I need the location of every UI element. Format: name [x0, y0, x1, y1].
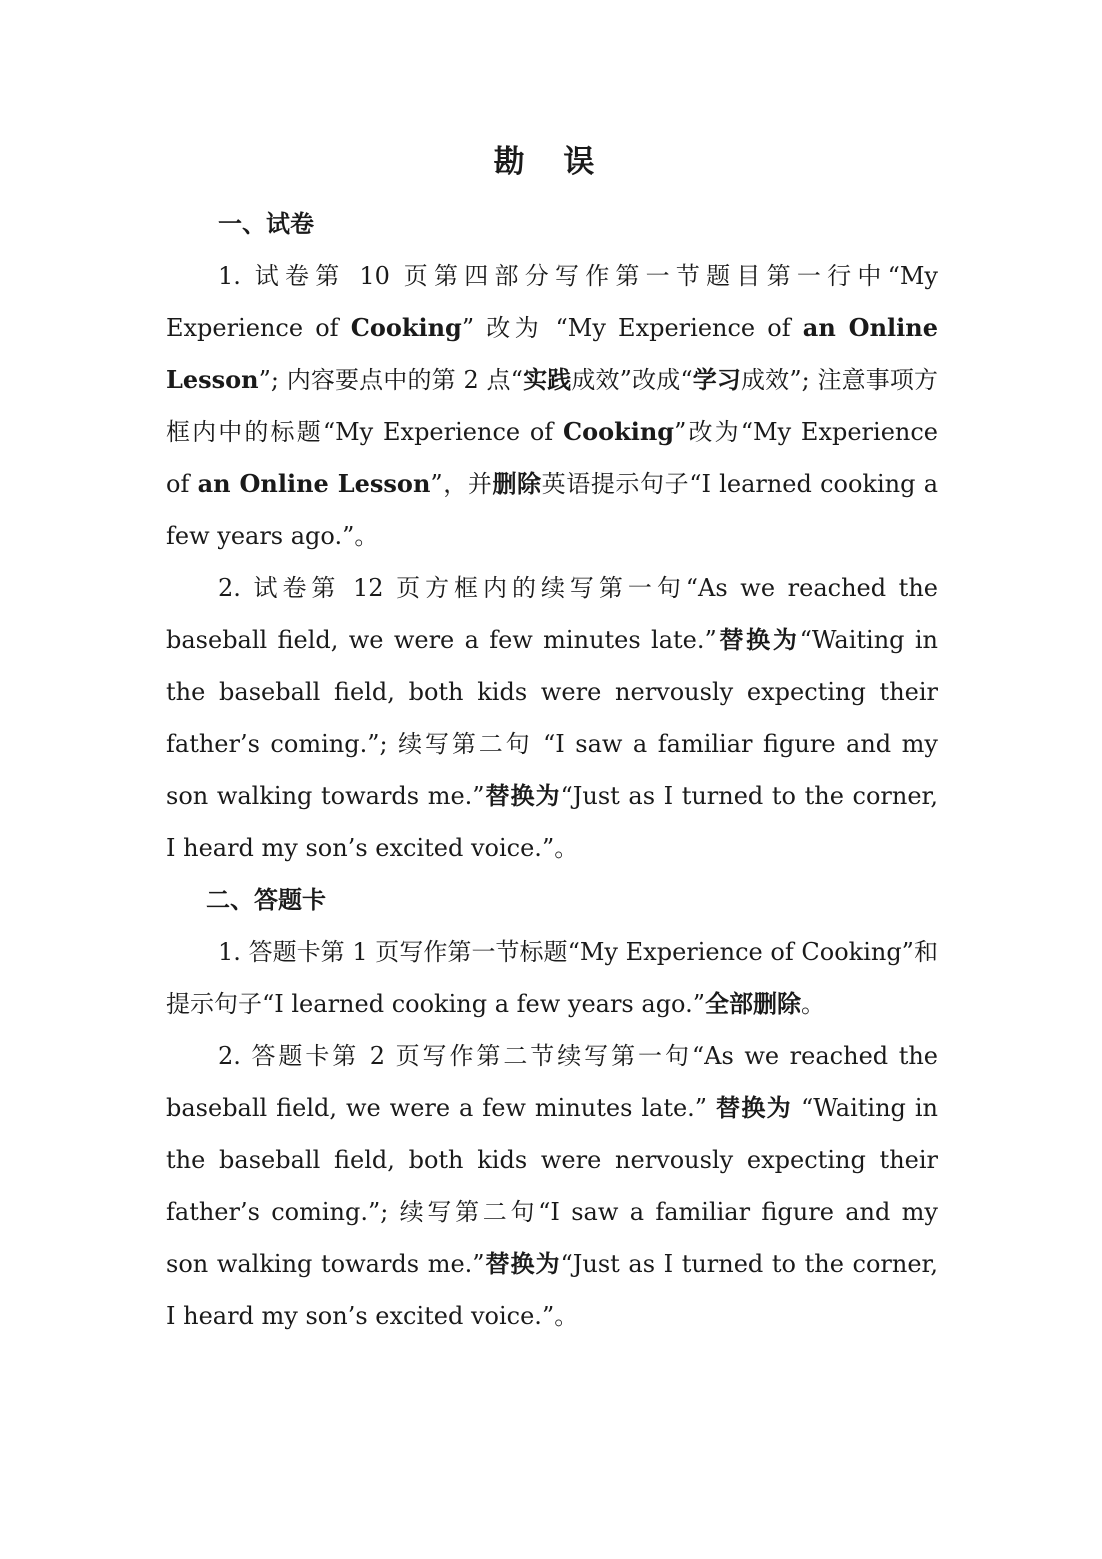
text-segment: ”，并: [430, 470, 493, 498]
text-segment: ”改为“My Experience of: [166, 418, 938, 498]
document-body: [166, 198, 938, 1342]
text-segment: 成效”; 注意事项方框内中的标题“My Experience of: [166, 366, 939, 446]
text-segment: 1. 答题卡第 1 页写作第一节标题“My Experience of Cooking”和提示句子“I learned cooking a few years ago.”: [166, 938, 938, 1018]
text-segment: 成效”改成“: [571, 366, 693, 394]
bold-segment: 替换为: [484, 782, 561, 810]
page-title: 勘 误: [493, 144, 609, 180]
section-heading-answer-sheet: 二、答题卡: [206, 886, 326, 914]
bold-segment: 全部删除: [704, 990, 801, 1018]
bold-segment: 替换为: [716, 626, 800, 654]
answer-sheet-item-2: [166, 1030, 938, 1342]
text-segment: “Waiting in the baseball field, both kids were nervously expecting their father’s coming.”; 续写第二句“I saw a familiar figure and my son walking towards me.”: [166, 1094, 939, 1278]
bold-segment: an Online Lesson: [197, 469, 431, 498]
text-segment: ” 改为 “My Experience of: [461, 314, 803, 342]
bold-segment: an Online Lesson: [166, 313, 938, 394]
text-segment: 英语提示句子“I learned cooking a few years ago.”。: [166, 470, 938, 550]
exam-paper-item-2: [166, 562, 938, 874]
answer-sheet-item-1: [166, 926, 938, 1030]
bold-segment: 删除: [492, 470, 542, 498]
text-segment: “Just as I turned to the corner, I heard my son’s excited voice.”。: [166, 782, 938, 862]
exam-paper-item-1: [166, 250, 938, 562]
text-segment: 2. 试卷第 12 页方框内的续写第一句“As we reached the baseball field, we were a few minutes late.”: [166, 574, 938, 654]
text-segment: “Just as I turned to the corner, I heard my son’s excited voice.”。: [166, 1250, 938, 1330]
text-segment: 2. 答题卡第 2 页写作第二节续写第一句“As we reached the baseball field, we were a few minutes late.”: [166, 1042, 938, 1122]
text-segment: 。: [800, 990, 825, 1018]
bold-segment: Cooking: [350, 313, 462, 342]
bold-segment: 实践: [522, 366, 572, 394]
bold-segment: 替换为: [484, 1250, 561, 1278]
text-segment: 1. 试卷第 10 页第四部分写作第一节题目第一行中“My Experience of: [166, 262, 938, 342]
bold-segment: Cooking: [562, 417, 675, 446]
bold-segment: 替换为: [716, 1094, 792, 1122]
text-segment: ”; 内容要点中的第 2 点“: [258, 366, 523, 394]
section-heading-exam-paper: 一、试卷: [218, 210, 314, 238]
text-segment: “Waiting in the baseball field, both kids were nervously expecting their father’s coming.”; 续写第二句 “I saw a familiar figure and my son walking towards me.”: [166, 626, 939, 810]
bold-segment: 学习: [692, 366, 742, 394]
